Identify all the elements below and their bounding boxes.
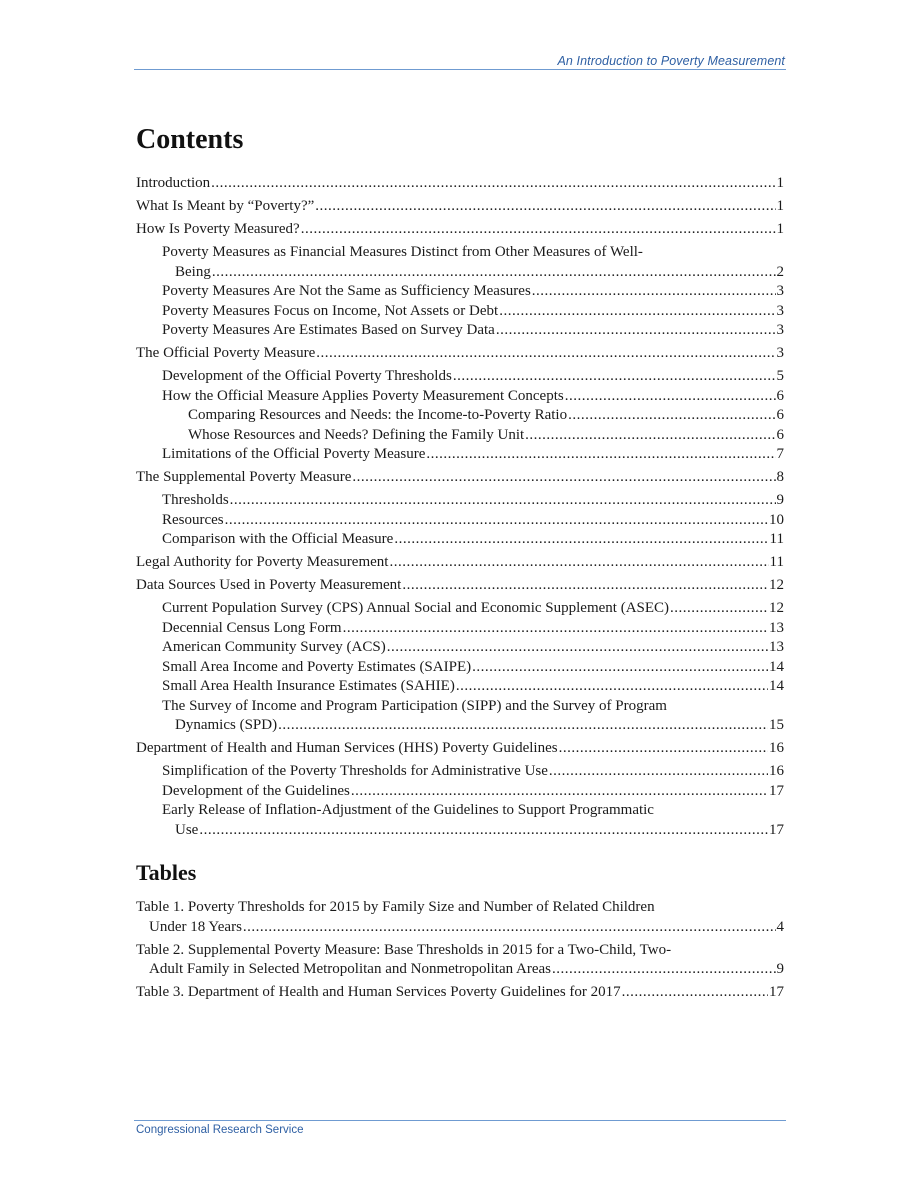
toc-entry-title: Current Population Survey (CPS) Annual Social and Economic Supplement (ASEC) (162, 600, 670, 616)
toc-entry-title: Simplification of the Poverty Thresholds for Administrative Use (162, 763, 548, 779)
toc-page-number: 3 (776, 322, 784, 338)
toc-entry[interactable] (136, 468, 784, 488)
toc-entry[interactable] (136, 898, 784, 937)
dot-leader (316, 344, 775, 364)
toc-entry[interactable] (136, 530, 784, 550)
toc-entry-title: The Official Poverty Measure (136, 345, 316, 361)
toc-page-number: 6 (776, 387, 784, 404)
toc-entry[interactable] (136, 801, 784, 840)
toc-entry[interactable] (136, 697, 784, 736)
toc-page-number: 1 (776, 175, 784, 191)
toc-page-number: 9 (776, 961, 784, 977)
dot-leader (552, 960, 775, 980)
dot-leader (622, 983, 768, 1003)
toc-entry[interactable] (136, 762, 784, 782)
toc-page-number: 6 (776, 407, 784, 423)
dot-leader (402, 576, 768, 596)
toc-entry[interactable] (136, 220, 784, 240)
toc-entry[interactable] (136, 739, 784, 759)
dot-leader (426, 445, 775, 465)
table-of-contents (136, 174, 784, 840)
toc-entry[interactable] (136, 511, 784, 531)
toc-entry[interactable] (136, 344, 784, 364)
toc-page-number: 4 (776, 918, 784, 935)
toc-entry[interactable] (136, 243, 784, 282)
footer-publisher: Congressional Research Service (136, 1124, 304, 1136)
dot-leader (549, 762, 768, 782)
toc-entry-title: Development of the Official Poverty Thresholds (162, 368, 452, 384)
toc-entry-title: Small Area Income and Poverty Estimates (SAIPE) (162, 658, 472, 675)
dot-leader (559, 739, 768, 759)
toc-entry-title: Table 1. Poverty Thresholds for 2015 by Family Size and Number of Related Children (136, 899, 655, 915)
header-divider (134, 69, 786, 70)
toc-entry-title: American Community Survey (ACS) (162, 639, 386, 655)
toc-entry-title: Use (175, 821, 199, 838)
toc-page-number: 14 (769, 658, 784, 675)
toc-entry[interactable] (136, 445, 784, 465)
toc-page-number: 17 (769, 782, 784, 799)
toc-entry[interactable] (136, 282, 784, 302)
toc-page-number: 11 (769, 531, 784, 547)
dot-leader (389, 553, 768, 573)
toc-entry[interactable] (136, 406, 784, 426)
footer-divider (134, 1120, 786, 1121)
toc-entry-title: Early Release of Inflation-Adjustment of the Guidelines to Support Programmatic (162, 802, 654, 818)
toc-entry-title: Thresholds (162, 492, 229, 508)
toc-entry-title: Limitations of the Official Poverty Measure (162, 446, 426, 462)
toc-page-number: 3 (776, 302, 784, 319)
toc-page-number: 16 (769, 763, 784, 779)
dot-leader (212, 263, 776, 283)
dot-leader (199, 821, 768, 841)
toc-page-number: 1 (776, 198, 784, 214)
toc-entry[interactable] (136, 197, 784, 217)
toc-entry[interactable] (136, 599, 784, 619)
dot-leader (343, 619, 768, 639)
toc-entry-title: Poverty Measures Focus on Income, Not Assets or Debt (162, 302, 499, 319)
dot-leader (351, 782, 768, 802)
toc-entry-title: Poverty Measures Are Estimates Based on Survey Data (162, 322, 495, 338)
toc-page-number: 6 (776, 426, 784, 443)
toc-entry-title: Poverty Measures as Financial Measures Distinct from Other Measures of Well- (162, 244, 643, 260)
contents-heading: Contents (136, 124, 244, 155)
dot-leader (225, 511, 768, 531)
dot-leader (453, 367, 776, 387)
toc-entry[interactable] (136, 658, 784, 678)
toc-entry-title: Introduction (136, 175, 211, 191)
toc-page-number: 5 (776, 368, 784, 384)
toc-entry[interactable] (136, 426, 784, 446)
toc-entry-title: Small Area Health Insurance Estimates (SAHIE) (162, 678, 455, 694)
toc-page-number: 12 (769, 577, 784, 593)
dot-leader (472, 658, 768, 678)
toc-entry[interactable] (136, 619, 784, 639)
toc-entry-title: Comparing Resources and Needs: the Income-to-Poverty Ratio (188, 407, 568, 423)
toc-page-number: 15 (769, 717, 784, 733)
toc-entry-title: Development of the Guidelines (162, 782, 350, 799)
dot-leader (532, 282, 776, 302)
toc-entry[interactable] (136, 321, 784, 341)
toc-page-number: 12 (769, 600, 784, 616)
dot-leader (301, 220, 776, 240)
toc-entry-title: Decennial Census Long Form (162, 619, 342, 636)
toc-entry-title: The Survey of Income and Program Participation (SIPP) and the Survey of Program (162, 697, 667, 714)
list-of-tables (136, 898, 784, 1003)
toc-entry-title: Poverty Measures Are Not the Same as Sufficiency Measures (162, 283, 531, 299)
dot-leader (568, 406, 775, 426)
toc-entry[interactable] (136, 782, 784, 802)
toc-page-number: 8 (776, 469, 784, 485)
toc-entry[interactable] (136, 367, 784, 387)
dot-leader (499, 302, 775, 322)
toc-entry-title: How Is Poverty Measured? (136, 221, 300, 237)
dot-leader (456, 677, 768, 697)
dot-leader (278, 716, 768, 736)
toc-entry-title: Department of Health and Human Services (HHS) Poverty Guidelines (136, 740, 558, 756)
toc-entry[interactable] (136, 576, 784, 596)
toc-entry-title: Table 2. Supplemental Poverty Measure: Base Thresholds in 2015 for a Two-Child, Two- (136, 941, 672, 958)
toc-entry-title: Being (175, 263, 211, 280)
toc-page-number: 13 (769, 619, 784, 636)
toc-entry[interactable] (136, 941, 784, 980)
toc-page-number: 2 (776, 263, 784, 280)
dot-leader (387, 638, 768, 658)
dot-leader (352, 468, 775, 488)
dot-leader (496, 321, 776, 341)
dot-leader (243, 918, 776, 938)
toc-page-number: 17 (769, 821, 784, 838)
toc-entry-title: Data Sources Used in Poverty Measurement (136, 577, 402, 593)
toc-entry[interactable] (136, 302, 784, 322)
dot-leader (230, 491, 776, 511)
toc-page-number: 17 (769, 984, 784, 1000)
toc-entry-title: The Supplemental Poverty Measure (136, 469, 352, 485)
running-header-title: An Introduction to Poverty Measurement (557, 54, 785, 68)
toc-entry-title: Legal Authority for Poverty Measurement (136, 554, 389, 570)
toc-page-number: 14 (769, 678, 784, 694)
dot-leader (394, 530, 768, 550)
dot-leader (525, 426, 775, 446)
toc-page-number: 7 (776, 446, 784, 462)
toc-entry-title: What Is Meant by “Poverty?” (136, 198, 315, 214)
toc-entry[interactable] (136, 491, 784, 511)
toc-page-number: 11 (769, 554, 784, 570)
toc-entry[interactable] (136, 638, 784, 658)
toc-entry-title: Under 18 Years (149, 918, 242, 935)
toc-entry-title: Dynamics (SPD) (175, 717, 278, 733)
tables-heading: Tables (136, 860, 197, 885)
toc-entry[interactable] (136, 387, 784, 407)
dot-leader (315, 197, 775, 217)
toc-entry[interactable] (136, 983, 784, 1003)
toc-page-number: 16 (769, 740, 784, 756)
dot-leader (211, 174, 775, 194)
toc-entry-title: Adult Family in Selected Metropolitan and Nonmetropolitan Areas (149, 961, 552, 977)
toc-page-number: 1 (776, 221, 784, 237)
toc-entry[interactable] (136, 174, 784, 194)
toc-page-number: 3 (776, 345, 784, 361)
toc-entry[interactable] (136, 553, 784, 573)
toc-entry-title: Table 3. Department of Health and Human Services Poverty Guidelines for 2017 (136, 984, 621, 1000)
dot-leader (670, 599, 768, 619)
toc-page-number: 13 (769, 639, 784, 655)
toc-entry-title: How the Official Measure Applies Poverty Measurement Concepts (162, 387, 564, 404)
toc-entry-title: Whose Resources and Needs? Defining the Family Unit (188, 426, 525, 443)
dot-leader (565, 387, 776, 407)
toc-page-number: 9 (776, 492, 784, 508)
toc-entry-title: Resources (162, 511, 224, 528)
toc-page-number: 3 (776, 283, 784, 299)
toc-entry-title: Comparison with the Official Measure (162, 531, 394, 547)
toc-page-number: 10 (769, 511, 784, 528)
toc-entry[interactable] (136, 677, 784, 697)
